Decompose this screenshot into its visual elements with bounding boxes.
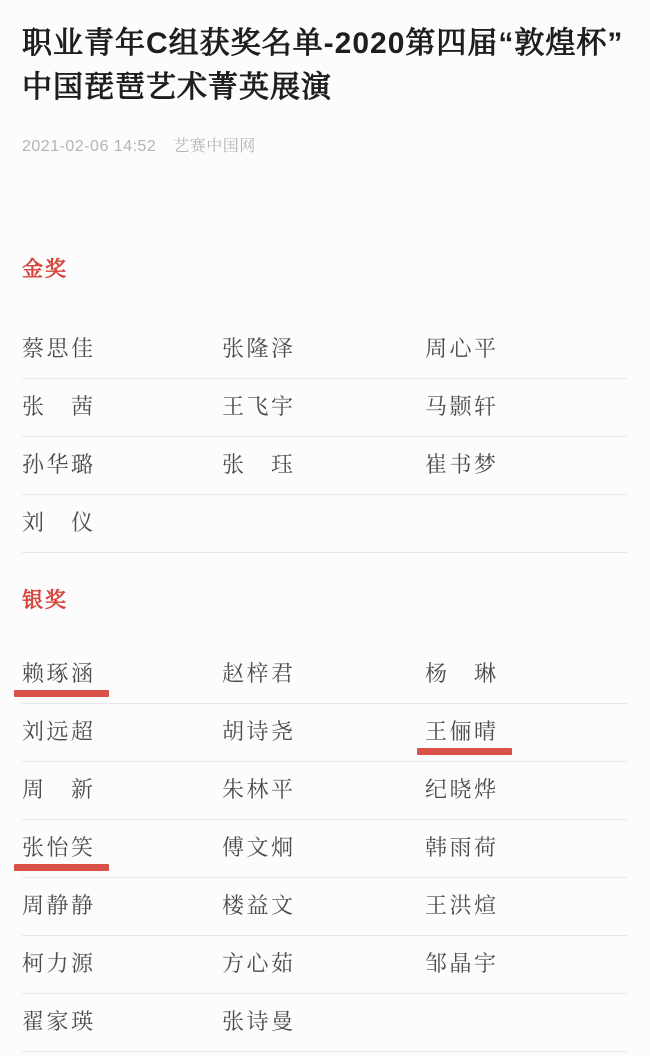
winner-name: 孙华璐 <box>22 452 96 477</box>
winner-name: 王俪晴 <box>425 721 499 743</box>
source-name[interactable]: 艺赛中国网 <box>173 138 256 155</box>
winner-name: 张 茜 <box>22 394 96 419</box>
publish-datetime: 2021-02-06 14:52 <box>22 138 157 155</box>
winner-name: 杨 琳 <box>425 661 499 686</box>
winner-name: 楼益文 <box>222 893 296 918</box>
winner-name: 胡诗尧 <box>222 719 296 744</box>
award-table <box>22 321 627 553</box>
winner-name-cell <box>222 396 425 419</box>
winner-name: 张 珏 <box>222 452 296 477</box>
winner-name-cell <box>222 837 425 860</box>
table-row <box>22 878 627 936</box>
winner-name: 王洪煊 <box>425 893 499 918</box>
winner-name: 傅文炯 <box>222 835 296 860</box>
winner-name: 崔书梦 <box>425 452 499 477</box>
winner-name-cell <box>425 515 627 533</box>
table-row <box>22 321 627 379</box>
highlight-underline <box>417 748 512 755</box>
table-row <box>22 820 627 878</box>
award-heading: 银奖 <box>22 589 68 612</box>
winner-name-cell <box>425 663 627 686</box>
table-row <box>22 646 627 704</box>
article-meta <box>22 133 627 156</box>
winner-name: 赖琢涵 <box>22 663 96 685</box>
winner-name: 张诗曼 <box>222 1009 296 1034</box>
winner-name-cell <box>425 338 627 361</box>
highlight-underline <box>14 690 109 697</box>
winner-name: 周心平 <box>425 336 499 361</box>
award-heading: 金奖 <box>22 258 68 281</box>
winner-name: 柯力源 <box>22 951 96 976</box>
winner-name: 刘 仪 <box>22 510 96 535</box>
winner-name: 朱林平 <box>222 777 296 802</box>
winner-name-cell <box>222 779 425 802</box>
award-sections <box>22 253 627 1052</box>
winner-name: 翟家瑛 <box>22 1009 96 1034</box>
winner-name-cell <box>22 663 222 686</box>
winner-name-cell <box>425 953 627 976</box>
winner-name-cell <box>222 515 425 533</box>
winner-name-cell <box>222 338 425 361</box>
table-row <box>22 379 627 437</box>
table-row <box>22 994 627 1052</box>
winner-name-cell <box>22 895 222 918</box>
award-section <box>22 584 627 1052</box>
award-section <box>22 253 627 553</box>
winner-name-cell <box>22 779 222 802</box>
table-row <box>22 704 627 762</box>
winner-name: 蔡思佳 <box>22 336 96 361</box>
winner-name-cell <box>22 953 222 976</box>
winner-name-cell <box>425 454 627 477</box>
winner-name: 纪晓烨 <box>425 777 499 802</box>
winner-name-cell <box>425 721 627 744</box>
winner-name: 马颢轩 <box>425 394 499 419</box>
winner-name-cell <box>425 396 627 419</box>
winner-name-cell <box>22 721 222 744</box>
winner-name-cell <box>425 1014 627 1032</box>
award-table <box>22 646 627 1052</box>
table-row <box>22 437 627 495</box>
winner-name-cell <box>425 779 627 802</box>
highlight-underline <box>14 864 109 871</box>
winner-name: 王飞宇 <box>222 394 296 419</box>
winner-name-cell <box>222 663 425 686</box>
winner-name: 周 新 <box>22 777 96 802</box>
winner-name-cell <box>222 895 425 918</box>
table-row <box>22 495 627 553</box>
winner-name: 韩雨荷 <box>425 835 499 860</box>
winner-name: 赵梓君 <box>222 661 296 686</box>
winner-name-cell <box>22 454 222 477</box>
winner-name: 邹晶宇 <box>425 951 499 976</box>
winner-name-cell <box>22 338 222 361</box>
winner-name: 刘远超 <box>22 719 96 744</box>
winner-name-cell <box>425 837 627 860</box>
winner-name: 周静静 <box>22 893 96 918</box>
winner-name-cell <box>222 454 425 477</box>
winner-name: 方心茹 <box>222 951 296 976</box>
winner-name-cell <box>222 953 425 976</box>
winner-name-cell <box>222 1011 425 1034</box>
table-row <box>22 762 627 820</box>
winner-name-cell <box>22 396 222 419</box>
winner-name: 张隆泽 <box>222 336 296 361</box>
winner-name-cell <box>222 721 425 744</box>
winner-name-cell <box>22 1011 222 1034</box>
winner-name-cell <box>22 512 222 535</box>
winner-name: 张怡笑 <box>22 837 96 859</box>
page-title: 职业青年C组获奖名单-2020第四届“敦煌杯”中国琵琶艺术菁英展演 <box>22 27 624 104</box>
winner-name-cell <box>425 895 627 918</box>
winner-name-cell <box>22 837 222 860</box>
table-row <box>22 936 627 994</box>
